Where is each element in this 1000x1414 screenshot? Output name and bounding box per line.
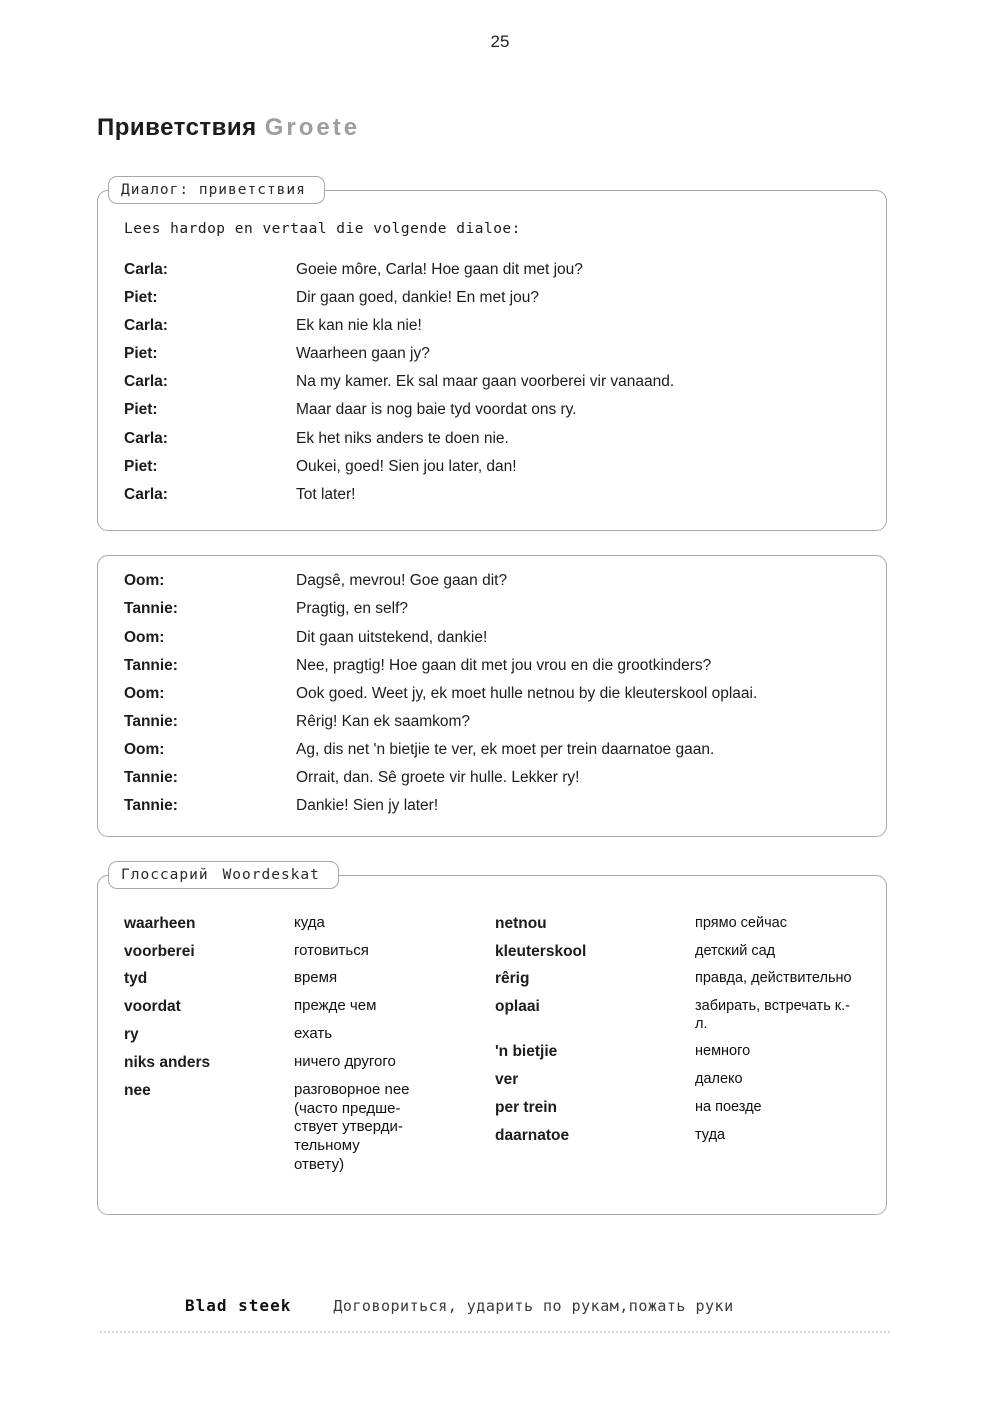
speaker-label: Tannie: (124, 712, 178, 730)
dialog-text: Dir gaan goed, dankie! En met jou? (296, 289, 539, 307)
footer-definition: Договориться, ударить по рукам,пожать руки (333, 1297, 734, 1315)
dialog-text: Ek kan nie kla nie! (296, 317, 422, 335)
dialog-text: Pragtig, en self? (296, 600, 409, 618)
page-number: 25 (490, 32, 510, 51)
dialog-text: Rêrig! Kan ek saamkom? (296, 712, 471, 730)
speaker-label: Carla: (124, 261, 168, 278)
dialog-box-2 (97, 555, 887, 836)
speaker-label: Carla: (124, 485, 168, 503)
speaker-label: Oom: (124, 628, 165, 646)
definition-text: прямо сейчас (695, 914, 787, 931)
speaker-label: Tannie: (124, 769, 178, 786)
glossary-right-column (495, 914, 862, 1175)
term-label: voordat (124, 998, 181, 1016)
glossary-tab-russian: Глоссарий (121, 866, 209, 883)
speaker-label: Carla: (124, 373, 168, 391)
dialog-box-1 (97, 182, 887, 531)
footer-vocab-row (0, 1296, 1000, 1333)
footer-term: Blad steek (185, 1296, 292, 1315)
definition-text: на поезде (695, 1098, 762, 1115)
dialog-2-lines (124, 572, 858, 815)
glossary-columns (124, 914, 862, 1175)
definition-text: туда (695, 1126, 726, 1143)
dialog-text: Goeie môre, Carla! Hoe gaan dit met jou? (296, 261, 583, 278)
speaker-label: Piet: (124, 289, 158, 307)
dialog-text: Na my kamer. Ek sal maar gaan voorberei vir vanaand. (296, 373, 675, 391)
dialog-text: Ek het niks anders te doen nie. (296, 429, 509, 447)
dialog-tab: Диалог: приветствия (108, 176, 325, 204)
definition-text: правда, действительно (695, 970, 852, 987)
definition-text: ехать (294, 1025, 333, 1043)
page-title (97, 114, 1000, 142)
glossary-tab (108, 861, 339, 889)
dialog-text: Dagsê, mevrou! Goe gaan dit? (296, 572, 508, 590)
dialog-text: Orrait, dan. Sê groete vir hulle. Lekker ry! (296, 769, 580, 786)
definition-text: ничего другого (294, 1053, 396, 1071)
glossary-box (97, 866, 887, 1215)
definition-text: забирать, встречать к.-л. (695, 998, 850, 1033)
speaker-label: Piet: (124, 345, 158, 363)
title-afrikaans: Groete (264, 114, 361, 141)
definition-text: немного (695, 1043, 751, 1060)
dialog-text: Ook goed. Weet jy, ek moet hulle netnou by die kleuterskool oplaai. (296, 684, 758, 702)
title-russian: Приветствия (97, 114, 257, 141)
definition-text: прежде чем (294, 997, 377, 1015)
term-label: nee (124, 1081, 151, 1099)
dialog-text: Tot later! (296, 485, 356, 503)
dotted-divider (100, 1331, 890, 1333)
term-label: 'n bietjie (495, 1043, 558, 1061)
term-label: tyd (124, 970, 148, 988)
dialog-text: Nee, pragtig! Hoe gaan dit met jou vrou en die grootkinders? (296, 656, 712, 674)
dialog-text: Dankie! Sien jy later! (296, 797, 439, 815)
instruction-text: Lees hardop en vertaal die volgende dialoe: (124, 221, 521, 237)
speaker-label: Oom: (124, 740, 165, 758)
speaker-label: Oom: (124, 684, 165, 702)
term-label: niks anders (124, 1054, 211, 1072)
term-label: oplaai (495, 998, 540, 1016)
term-label: kleuterskool (495, 942, 587, 960)
term-label: ver (495, 1070, 519, 1088)
speaker-label: Piet: (124, 457, 158, 475)
term-label: netnou (495, 914, 547, 932)
term-label: ry (124, 1026, 139, 1044)
glossary-left-column (124, 914, 493, 1175)
dialog-text: Waarheen gaan jy? (296, 345, 430, 363)
definition-text: куда (294, 913, 325, 931)
dialog-text: Oukei, goed! Sien jou later, dan! (296, 457, 517, 475)
speaker-label: Tannie: (124, 797, 178, 815)
term-label: per trein (495, 1098, 558, 1116)
footer-vocab-line (185, 1296, 1000, 1315)
speaker-label: Carla: (124, 429, 168, 447)
speaker-label: Oom: (124, 572, 165, 590)
dialog-1-lines (124, 261, 858, 504)
definition-text: время (294, 969, 338, 987)
dialog-text: Ag, dis net 'n bietjie te ver, ek moet per trein daarnatoe gaan. (296, 740, 715, 758)
term-label: rêrig (495, 970, 530, 988)
dialog-text: Maar daar is nog baie tyd voordat ons ry. (296, 401, 577, 419)
glossary-tab-afrikaans: Woordeskat (222, 866, 320, 883)
speaker-label: Carla: (124, 317, 168, 335)
definition-text: разговорное nee (часто предше- ствует утверди- тельному ответу) (294, 1080, 410, 1173)
term-label: waarheen (124, 914, 196, 932)
definition-text: готовиться (294, 941, 369, 959)
dialog-text: Dit gaan uitstekend, dankie! (296, 628, 488, 646)
term-label: voorberei (124, 942, 195, 960)
speaker-label: Tannie: (124, 600, 178, 618)
definition-text: детский сад (695, 942, 776, 959)
speaker-label: Tannie: (124, 656, 178, 674)
speaker-label: Piet: (124, 401, 158, 419)
term-label: daarnatoe (495, 1126, 570, 1144)
definition-text: далеко (695, 1070, 743, 1087)
